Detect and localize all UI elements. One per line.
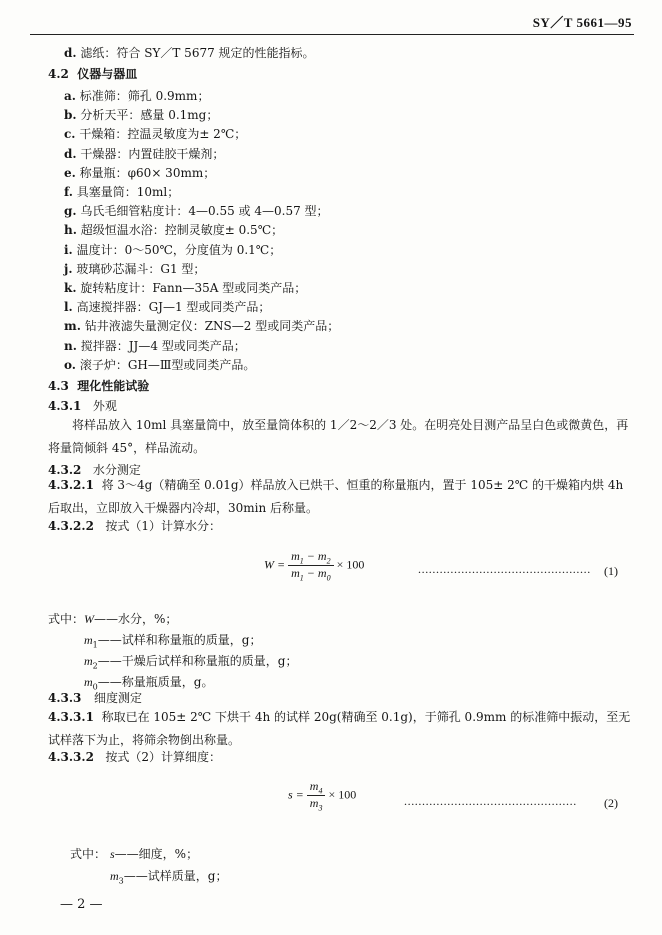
where-2-lead: 式中： <box>70 847 107 861</box>
item-text: 搅拌器：JJ—4 型或同类产品； <box>80 338 246 353</box>
item-text: 干燥箱：控温灵敏度为± 2℃； <box>79 127 247 142</box>
item-text: 高速搅拌器：GJ—1 型或同类产品； <box>76 300 271 315</box>
variable-subscript: 2 <box>92 661 98 671</box>
variable-subscript: 3 <box>118 876 124 886</box>
item-label: d. <box>64 146 77 161</box>
equipment-item <box>64 88 209 104</box>
equipment-item <box>64 222 283 238</box>
variable-description: ——细度，%； <box>114 847 199 861</box>
formula-fraction <box>288 549 333 583</box>
section-title: 细度测定 <box>93 691 142 705</box>
section-number: 4.3.2.2 <box>48 519 94 533</box>
section-number: 4.3.3.1 <box>48 710 94 724</box>
variable-symbol: m <box>84 654 93 668</box>
variable-definition <box>84 611 177 627</box>
section-number: 4.3.2.1 <box>48 478 94 492</box>
formula-1-number: (1) <box>604 564 618 578</box>
denominator: $m_1 - m_0$ <box>291 566 331 583</box>
item-label: e. <box>64 165 76 180</box>
multiplier: × 100 <box>336 557 365 572</box>
item-label: c. <box>64 127 76 142</box>
item-text: 温度计：0～50℃，分度值为 0.1℃； <box>76 242 282 257</box>
item-label: n. <box>64 338 77 353</box>
paragraph-text: 称取已在 105± 2℃ 下烘干 4h 的试样 20g(精确至 0.1g)，于筛孔 0.9mm 的标准筛中振动，至无试样落下为止，将筛余物倒出称量。 <box>48 710 631 747</box>
item-d-filter-paper <box>64 45 315 61</box>
variable-symbol: s <box>110 847 115 861</box>
paragraph-text: 将 3～4g（精确至 0.01g）样品放入已烘干、恒重的称量瓶内，置于 105± 2℃ 的干燥箱内烘 4h 后取出，立即放入干燥器内冷却，30min 后称量。 <box>48 478 624 515</box>
equals-sign: = <box>277 557 286 572</box>
section-4-3-heading <box>48 378 149 394</box>
item-label: d. <box>64 46 77 60</box>
formula-lhs: s <box>288 787 293 802</box>
item-label: i. <box>64 242 73 257</box>
item-text: 干燥器：内置硅胶干燥剂； <box>80 146 225 161</box>
equipment-item <box>64 165 215 181</box>
item-text: 滚子炉：GH—Ⅲ型或同类产品。 <box>79 357 256 372</box>
item-label: f. <box>64 185 73 199</box>
section-number: 4.3.1 <box>48 399 82 413</box>
variable-description: ——试样和称量瓶的质量，g； <box>97 633 262 647</box>
item-text: 旋转粘度计：Fann—35A 型或同类产品； <box>80 281 307 295</box>
denominator: $m_3$ <box>309 796 323 813</box>
section-number: 4.3.2 <box>48 463 82 477</box>
variable-definition <box>84 632 261 653</box>
variable-symbol: m <box>84 633 93 647</box>
header-rule <box>30 34 634 35</box>
variable-definition <box>110 846 198 862</box>
section-title: 理化性能试验 <box>77 379 150 393</box>
page-header: SY／T 5661—95 <box>532 15 632 30</box>
formula-2-number: (2) <box>604 796 618 810</box>
item-label: o. <box>64 357 76 372</box>
section-4-3-1-heading <box>48 398 117 414</box>
variable-definition <box>84 653 297 674</box>
formula-lhs: W <box>264 557 274 572</box>
equipment-item <box>64 203 329 219</box>
formula-1 <box>264 549 364 583</box>
item-label: a. <box>64 89 76 103</box>
item-text: 分析天平：感量 0.1mg； <box>80 108 219 123</box>
formula-2-leader-dots: ................................................ <box>404 794 577 808</box>
item-label: l. <box>64 300 73 315</box>
equipment-item <box>64 318 339 334</box>
section-4-3-3-2-line <box>48 749 221 765</box>
item-label: b. <box>64 108 77 123</box>
item-text: 乌氏毛细管粘度计：4—0.55 或 4—0.57 型； <box>80 204 329 219</box>
section-title: 外观 <box>92 399 117 413</box>
paragraph-text: 按式（2）计算细度： <box>105 750 222 764</box>
equipment-item <box>64 299 270 315</box>
where-1-lead: 式中： <box>48 612 85 626</box>
formula-1-leader-dots: ................................................ <box>418 562 591 576</box>
variable-description: ——水分，%； <box>94 612 178 626</box>
section-number: 4.3 <box>48 379 69 393</box>
equipment-item <box>64 261 205 277</box>
equipment-item <box>64 357 255 373</box>
variable-symbol: W <box>84 612 94 626</box>
fineness-procedure-paragraph <box>48 706 632 752</box>
page-number: — 2 — <box>60 897 103 912</box>
item-text: 称量瓶：φ60× 30mm； <box>79 165 216 180</box>
paragraph-text: 按式（1）计算水分： <box>105 519 222 533</box>
section-title: 仪器与器皿 <box>77 67 138 81</box>
equipment-item <box>64 126 246 142</box>
item-label: m. <box>64 319 81 334</box>
variable-definition <box>110 868 227 889</box>
item-label: j. <box>64 261 73 276</box>
section-4-3-3-heading <box>48 690 142 706</box>
section-number: 4.3.3.2 <box>48 750 94 764</box>
equipment-item <box>64 146 224 162</box>
item-label: h. <box>64 223 77 238</box>
formula-fraction <box>307 779 326 813</box>
item-text: 滤纸：符合 SY／T 5677 规定的性能指标。 <box>80 46 315 60</box>
equipment-item <box>64 338 246 354</box>
variable-subscript: 0 <box>92 682 98 692</box>
numerator: $m_1 - m_2$ <box>288 549 333 566</box>
equipment-item <box>64 184 179 200</box>
item-text: 玻璃砂芯漏斗：G1 型； <box>76 261 206 276</box>
equals-sign: = <box>295 787 304 802</box>
variable-subscript: 1 <box>92 640 98 650</box>
section-4-2-heading <box>48 66 137 82</box>
item-text: 标准筛：筛孔 0.9mm； <box>79 89 210 103</box>
variable-description: ——试样质量，g； <box>123 869 228 883</box>
section-number: 4.2 <box>48 67 69 81</box>
variable-description: ——称量瓶质量，g。 <box>97 675 214 689</box>
variable-symbol: m <box>110 869 119 883</box>
numerator: $m_4$ <box>307 779 326 796</box>
variable-description: ——干燥后试样和称量瓶的质量，g； <box>97 654 298 668</box>
item-text: 具塞量筒：10ml； <box>76 185 180 199</box>
section-number: 4.3.3 <box>48 691 82 705</box>
section-4-3-2-2-line <box>48 518 221 534</box>
item-label: k. <box>64 281 77 295</box>
equipment-item <box>64 107 218 123</box>
item-text: 钻井液滤失量测定仪：ZNS—2 型或同类产品； <box>84 319 340 334</box>
item-label: g. <box>64 204 77 219</box>
variable-symbol: m <box>84 675 93 689</box>
section-title: 水分测定 <box>92 463 141 477</box>
formula-2 <box>288 779 356 813</box>
item-text: 超级恒温水浴：控制灵敏度± 0.5℃； <box>80 223 284 238</box>
multiplier: × 100 <box>328 787 357 802</box>
equipment-item <box>64 242 281 258</box>
equipment-item <box>64 280 306 296</box>
appearance-paragraph: 将样品放入 10ml 具塞量筒中，放至量筒体积的 1／2～2／3 处。在明亮处目测产品呈白色或微黄色，再将量筒倾斜 45°，样品流动。 <box>48 418 629 455</box>
moisture-procedure-paragraph <box>48 474 632 520</box>
